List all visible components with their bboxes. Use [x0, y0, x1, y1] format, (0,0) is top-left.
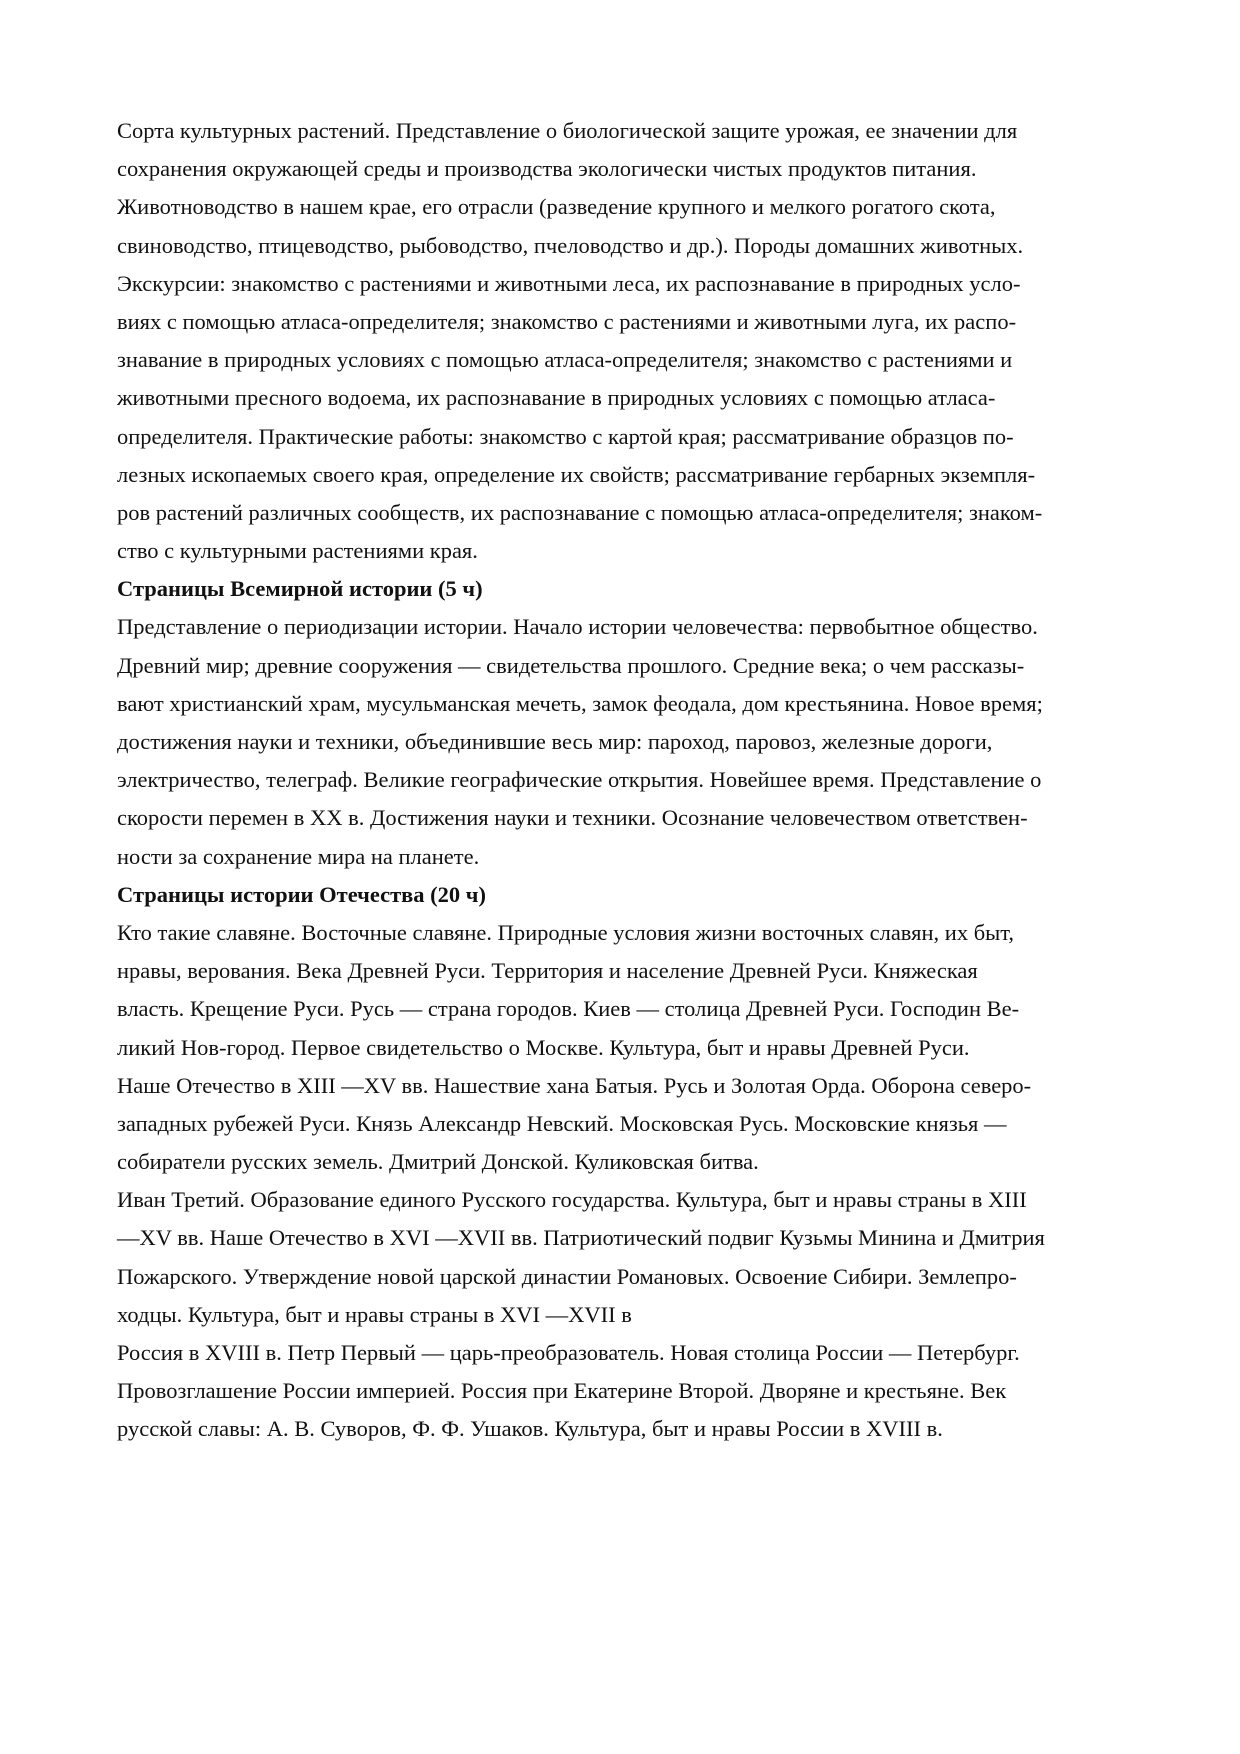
text-line: определителя. Практические работы: знакомство с картой края; рассматривание образцов по-	[117, 423, 1014, 449]
text-line: Животноводство в нашем крае, его отрасли (разведение крупного и мелкого рогатого скота,	[117, 194, 996, 220]
text-line: электричество, телеграф. Великие географические открытия. Новейшее время. Представление о	[117, 767, 1042, 793]
text-line: собиратели русских земель. Дмитрий Донской. Куликовская битва.	[117, 1149, 759, 1175]
text-line: Иван Третий. Образование единого Русского государства. Культура, быт и нравы страны в XIII	[117, 1187, 1027, 1213]
text-line: знавание в природных условиях с помощью атласа-определителя; знакомство с растениями и	[117, 347, 1013, 373]
text-line: Россия в XVIII в. Петр Первый — царь-преобразователь. Новая столица России — Петербург.	[117, 1340, 1020, 1365]
text-line: Кто такие славяне. Восточные славяне. Природные условия жизни восточных славян, их быт,	[117, 919, 1015, 945]
text-line: Провозглашение России империей. Россия при Екатерине Второй. Дворяне и крестьяне. Век	[117, 1378, 1007, 1404]
text-line: сохранения окружающей среды и производства экологически чистых продуктов питания.	[117, 156, 977, 182]
section-world-history	[117, 570, 1167, 876]
text-line: свиноводство, птицеводство, рыбоводство, пчеловодство и др.). Породы домашних животных.	[117, 232, 1024, 258]
text-line: ликий Нов-город. Первое свидетельство о Москве. Культура, быт и нравы Древней Руси.	[117, 1034, 970, 1060]
text-line: ров растений различных сообществ, их распознавание с помощью атласа-определителя; знаком-	[117, 499, 1043, 525]
text-line: скорости перемен в XX в. Достижения науки и техники. Осознание человечеством ответствен-	[117, 805, 1028, 831]
text-line: власть. Крещение Руси. Русь — страна городов. Киев — столица Древней Руси. Господин Ве-	[117, 996, 1020, 1022]
text-line: животными пресного водоема, их распознавание в природных условиях с помощью атласа-	[117, 385, 996, 411]
text-line: русской славы: А. В. Суворов, Ф. Ф. Ушаков. Культура, быт и нравы России в XVIII в.	[117, 1416, 943, 1442]
text-line: —XV вв. Наше Отечество в XVI —XVII вв. Патриотический подвиг Кузьмы Минина и Дмитрия	[117, 1225, 1045, 1251]
text-line: вают христианский храм, мусульманская мечеть, замок феодала, дом крестьянина. Новое время;	[117, 690, 1043, 716]
text-line: ство с культурными растениями края.	[117, 538, 478, 564]
section-local-nature	[117, 112, 1167, 570]
section-fatherland-history	[117, 876, 1167, 1449]
text-line: Пожарского. Утверждение новой царской династии Романовых. Освоение Сибири. Землепро-	[117, 1263, 1017, 1289]
text-line: виях с помощью атласа-определителя; знакомство с растениями и животными луга, их распо-	[117, 308, 1017, 334]
text-line: достижения науки и техники, объединившие весь мир: пароход, паровоз, железные дороги,	[117, 729, 993, 754]
text-line: Древний мир; древние сооружения — свидетельства прошлого. Средние века; о чем рассказы-	[117, 652, 1025, 678]
text-line: лезных ископаемых своего края, определение их свойств; рассматривание гербарных экземпля-	[117, 461, 1036, 487]
section-heading: Страницы Всемирной истории (5 ч)	[117, 576, 483, 602]
document-page	[117, 112, 1167, 1449]
text-line: ходцы. Культура, быт и нравы страны в XVI —XVII в	[117, 1301, 632, 1327]
text-line: Представление о периодизации истории. Начало истории человечества: первобытное общество.	[117, 614, 1038, 640]
text-line: нравы, верования. Века Древней Руси. Территория и население Древней Руси. Княжеская	[117, 958, 978, 984]
text-line: Сорта культурных растений. Представление о биологической защите урожая, ее значении для	[117, 118, 1018, 143]
text-line: Экскурсии: знакомство с растениями и животными леса, их распознавание в природных усло-	[117, 270, 1021, 296]
text-line: Наше Отечество в XIII —XV вв. Нашествие хана Батыя. Русь и Золотая Орда. Оборона северо-	[117, 1072, 1032, 1098]
section-heading: Страницы истории Отечества (20 ч)	[117, 881, 486, 907]
text-line: ности за сохранение мира на планете.	[117, 843, 480, 869]
text-line: западных рубежей Руси. Князь Александр Невский. Московская Русь. Московские князья —	[117, 1110, 1007, 1136]
